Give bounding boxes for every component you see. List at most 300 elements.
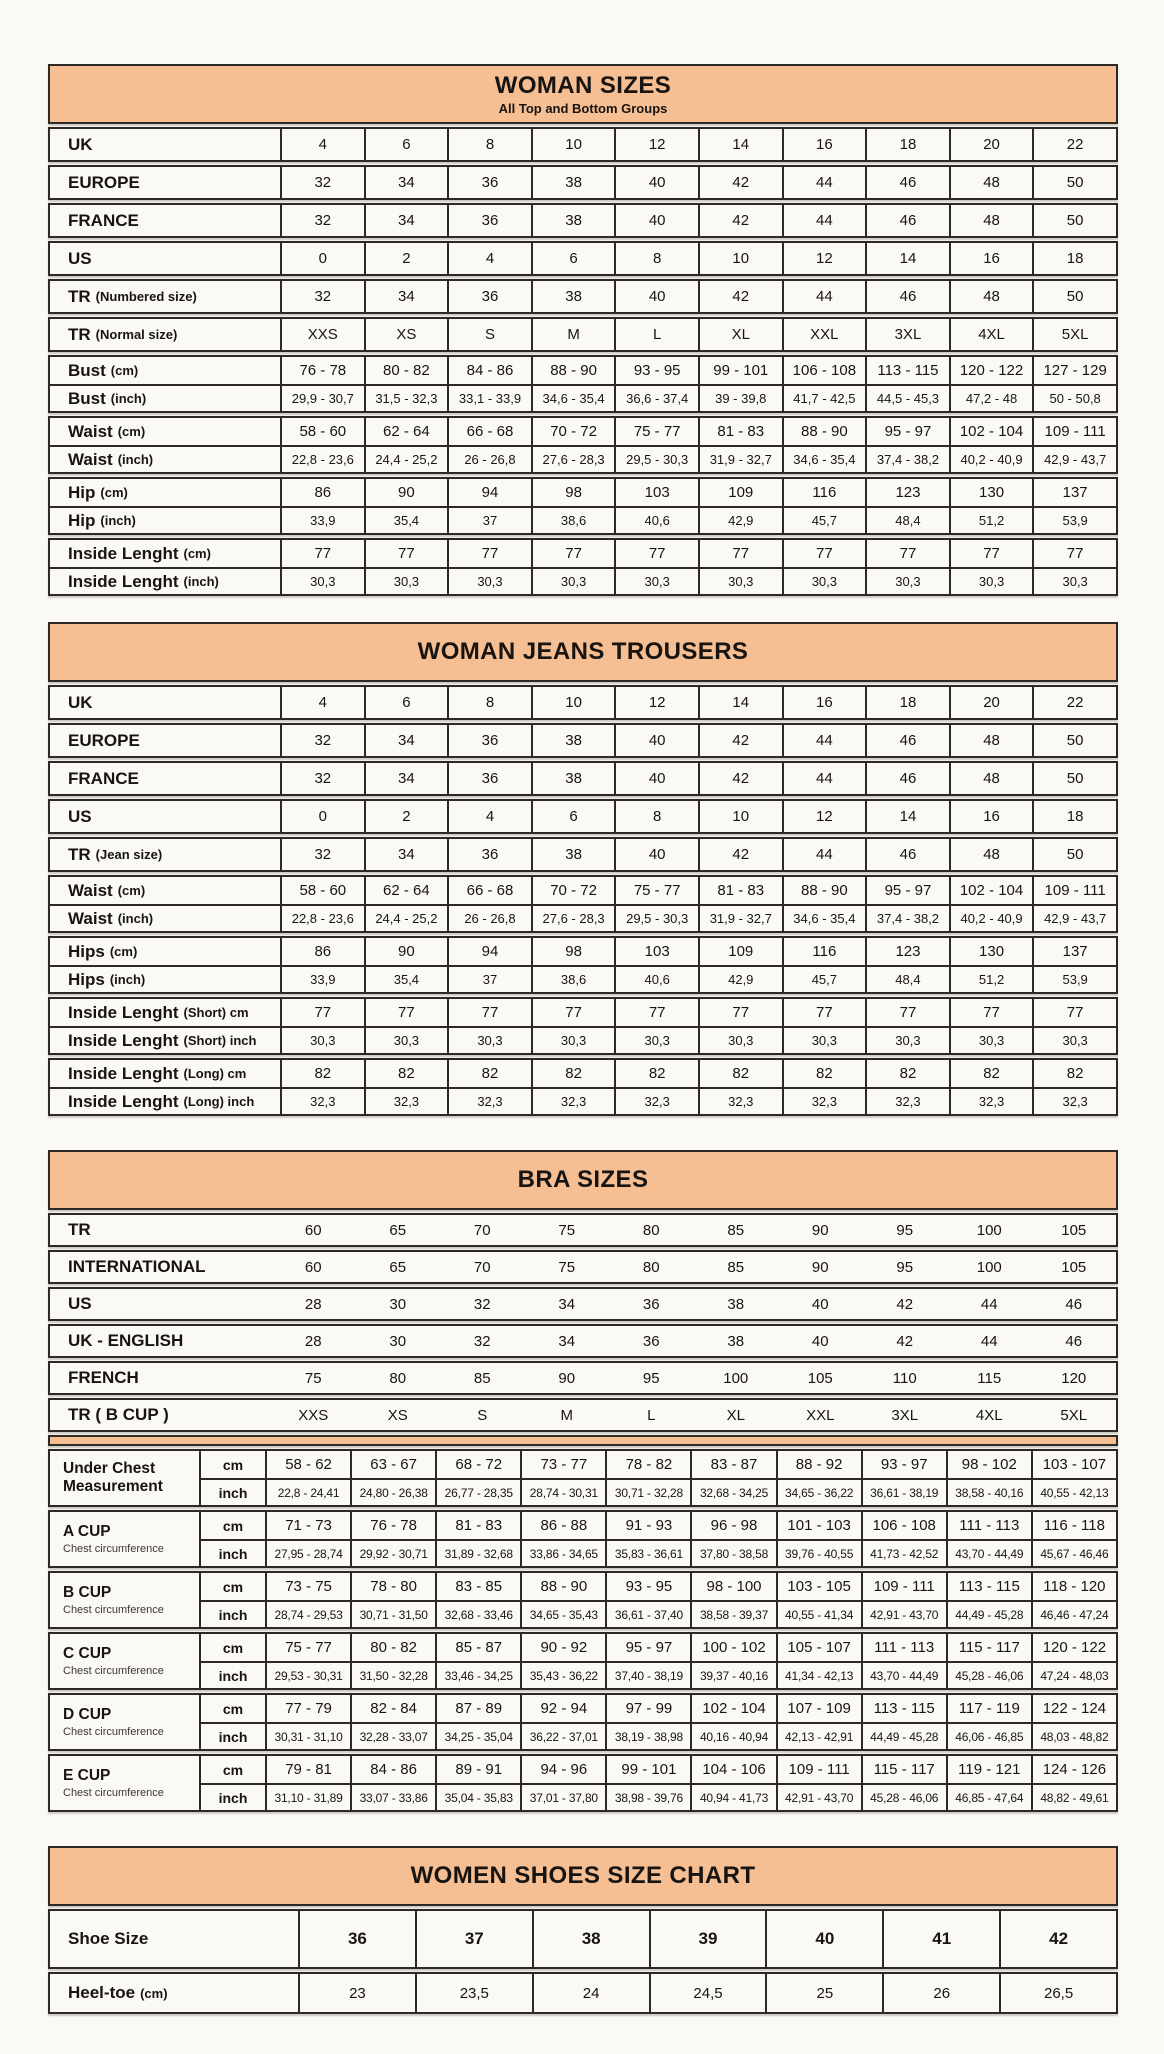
size-cell: 32,68 - 34,25 [690,1480,775,1505]
size-cell: 30,71 - 32,28 [605,1480,690,1505]
size-cell: 80 [642,1221,660,1239]
size-cell: 45,28 - 46,06 [861,1785,946,1810]
cup-label-title: B CUP [63,1584,112,1602]
row-label-text: US [68,806,92,826]
size-cell: 82 [949,1060,1033,1087]
row-label-text: EUROPE [68,730,140,750]
size-cell: 32,3 [447,1089,531,1114]
size-cell: 32 [473,1332,491,1350]
size-cell: 33,9 [310,513,336,528]
size-cell: 32,3 [865,1089,949,1114]
size-cell: 53,9 [1032,967,1116,992]
size-cell: 46,46 - 47,24 [1031,1602,1116,1627]
cup-label-subtitle: Chest circumference [63,1664,164,1677]
size-cell: 27,6 - 28,3 [531,906,615,931]
size-cell: 95 - 97 [865,877,949,904]
size-cell: 82 [865,1060,949,1087]
row-label-text: US [68,1294,92,1313]
size-cell: 77 [614,540,698,567]
row-label [50,1400,271,1430]
size-cell: 34,65 - 36,22 [776,1480,861,1505]
size-cell: 16 [782,129,866,160]
size-cell: 82 - 84 [350,1695,435,1722]
size-cell: XXS [307,326,338,343]
size-cell: 109 - 111 [861,1573,946,1600]
row-group [48,1398,1118,1432]
size-cell: 113 - 115 [861,1695,946,1722]
size-cell: 103 - 107 [1031,1451,1116,1478]
size-cell: 95 [896,1221,914,1239]
size-cell: 109 - 111 [1032,877,1116,904]
row-label [50,1289,271,1319]
size-cell: 38,19 - 38,98 [605,1724,690,1749]
size-cell: 37,80 - 38,58 [690,1541,775,1566]
size-cell: 77 [1032,540,1116,567]
row-label [50,447,282,472]
row-group [48,761,1118,796]
size-cell: 32 [314,732,332,749]
size-cell: 18 [865,129,949,160]
size-cell: 26 [882,1974,999,2012]
size-cell: XXS [298,1406,329,1424]
row-label [50,1060,282,1087]
size-cell: 38 [531,839,615,870]
size-cell: 45,7 [782,967,866,992]
size-cell: 40,6 [614,967,698,992]
row-label [50,1252,271,1282]
size-cell: 84 - 86 [447,357,531,384]
size-cell: 32,3 [949,1089,1033,1114]
unit-cell: cm [201,1756,267,1783]
row-label [50,999,282,1026]
size-cell: 124 - 126 [1031,1756,1116,1783]
table-row [50,567,1116,594]
size-cell: 32 [314,212,332,229]
size-cell: 42,91 - 43,70 [776,1785,861,1810]
row-label-text: Inside Lenght [68,1063,179,1083]
size-cell: 70 [473,1258,491,1276]
measurement-group [48,1754,1118,1812]
cup-label-title: E CUP [63,1767,111,1785]
size-cell: 38 [532,1911,649,1967]
size-cell: 77 [447,540,531,567]
row-label [50,687,282,718]
size-cell: 77 [314,545,332,562]
size-cell: 36,61 - 38,19 [861,1480,946,1505]
size-cell: 30,3 [531,1028,615,1053]
size-cell: 82 [698,1060,782,1087]
size-cell: 98 - 100 [690,1573,775,1600]
size-cell: 46 [865,839,949,870]
table-row [50,877,1116,904]
size-cell: XS [364,319,448,350]
size-cell: 36,61 - 37,40 [605,1602,690,1627]
row-group [48,355,1118,413]
size-cell: 3XL [891,1406,919,1424]
cup-label [50,1451,201,1505]
size-cell: 26,77 - 28,35 [435,1480,520,1505]
unit-cell: cm [201,1634,267,1661]
size-cell: 100 - 102 [690,1634,775,1661]
size-cell: 45,67 - 46,46 [1031,1541,1116,1566]
size-cell: 34,6 - 35,4 [782,906,866,931]
size-cell: 65 [389,1221,407,1239]
row-group [48,936,1118,994]
size-cell: 31,50 - 32,28 [350,1663,435,1688]
size-cell: 48,4 [865,967,949,992]
row-label-unit: (Numbered size) [95,289,197,304]
size-cell: 38 [531,281,615,312]
table-subtitle: All Top and Bottom Groups [498,101,668,116]
row-group [48,1250,1118,1284]
size-cell: 42 [698,839,782,870]
measurement-rows [201,1573,1116,1627]
size-cell: 35,83 - 36,61 [605,1541,690,1566]
row-group [48,685,1118,720]
size-cell: 48 [949,763,1033,794]
size-cell: 30,3 [865,569,949,594]
size-cell: 14 [698,687,782,718]
size-cell: 31,89 - 32,68 [435,1541,520,1566]
size-cell: 137 [1032,938,1116,965]
size-cell: 41,34 - 42,13 [776,1663,861,1688]
size-cell: 30,3 [614,1028,698,1053]
size-cell: 119 - 121 [946,1756,1031,1783]
size-cell: 109 - 111 [1032,418,1116,445]
size-cell: 38,98 - 39,76 [605,1785,690,1810]
row-label-text: Hip [68,482,96,502]
row-label [50,1326,271,1356]
unit-cell: inch [201,1724,267,1749]
size-cell: 31,9 - 32,7 [698,906,782,931]
size-cell: 43,70 - 44,49 [861,1663,946,1688]
size-cell: 44,49 - 45,28 [861,1724,946,1749]
size-cell: 77 [865,540,949,567]
size-cell: 48 [949,167,1033,198]
size-cell: M [560,1406,573,1424]
row-label [50,763,282,794]
size-cell: 105 [807,1369,833,1387]
table-woman-sizes [48,64,1118,596]
size-cell: 3XL [865,319,949,350]
size-cell: 50 [1032,205,1116,236]
row-label-unit: (Long) inch [183,1094,255,1109]
size-cell: 0 [318,250,327,267]
size-cell: 30,3 [698,569,782,594]
size-cell: 8 [614,243,698,274]
size-cell: 100 [976,1258,1002,1276]
size-cell: 44 [782,205,866,236]
size-cell: 107 - 109 [776,1695,861,1722]
size-cell: 42,13 - 42,91 [776,1724,861,1749]
size-cell: 29,5 - 30,3 [614,447,698,472]
cup-label [50,1634,201,1688]
row-label-unit: (inch) [183,574,219,589]
size-cell: 103 - 105 [776,1573,861,1600]
size-cell: 42 [698,763,782,794]
size-cell: 40,55 - 41,34 [776,1602,861,1627]
size-cell: 81 - 83 [698,418,782,445]
measurement-rows [201,1634,1116,1688]
size-cell: 46 [1065,1295,1083,1313]
size-cell: 62 - 64 [364,877,448,904]
size-cell: 38,58 - 39,37 [690,1602,775,1627]
table-row [50,205,1116,236]
size-cell: 90 - 92 [520,1634,605,1661]
size-cell: 30,3 [364,1028,448,1053]
size-cell: 4XL [975,1406,1003,1424]
measurement-group [48,1693,1118,1751]
size-cell: 37,01 - 37,80 [520,1785,605,1810]
size-cell: 50 [1032,839,1116,870]
table-row [50,445,1116,472]
size-cell: 82 [314,1065,332,1082]
size-cell: 36 [447,281,531,312]
size-cell: 24 [532,1974,649,2012]
size-cell: 0 [318,808,327,825]
table-woman-jeans-trousers [48,622,1118,1116]
cup-label-title: Under Chest Measurement [63,1459,163,1495]
size-cell: XXL [806,1406,835,1424]
size-cell: 82 [531,1060,615,1087]
row-label-text: TR [68,324,91,344]
unit-cell: inch [201,1602,267,1627]
table-row [50,1363,1116,1393]
size-cell: 68 - 72 [435,1451,520,1478]
size-cell: 75 [558,1258,576,1276]
row-label-unit: (Jean size) [95,847,163,862]
row-label [50,877,282,904]
size-cell: 75 - 77 [614,418,698,445]
size-cell: 38,6 [531,508,615,533]
size-cell: 16 [782,687,866,718]
row-group [48,1909,1118,1969]
row-label [50,1974,300,2012]
size-cell: 34 [364,725,448,756]
size-cell: 88 - 90 [531,357,615,384]
size-cell: 98 [531,479,615,506]
size-cell: 77 [1032,999,1116,1026]
size-cell: 18 [1032,243,1116,274]
row-label [50,508,282,533]
size-cell: 33,9 [310,972,336,987]
size-cell: 32 [473,1295,491,1313]
row-label-text: INTERNATIONAL [68,1257,206,1276]
size-cell: 120 [1061,1369,1087,1387]
size-cell: 30,3 [1032,569,1116,594]
size-cell: 44 [782,839,866,870]
size-cell: 22,8 - 24,41 [277,1485,340,1500]
size-cell: 41,7 - 42,5 [782,386,866,411]
cup-label [50,1695,201,1749]
size-cell: L [647,1406,656,1424]
size-cell: 33,46 - 34,25 [435,1663,520,1688]
size-cell: 48 [949,281,1033,312]
size-cell: 91 - 93 [605,1512,690,1539]
row-label [50,540,282,567]
size-cell: 117 - 119 [946,1695,1031,1722]
size-cell: 96 - 98 [690,1512,775,1539]
size-cell: 86 - 88 [520,1512,605,1539]
size-cell: 12 [782,243,866,274]
size-cell: 30,3 [1032,1028,1116,1053]
size-cell: 42,9 [698,967,782,992]
row-group [48,477,1118,535]
size-cell: 33,1 - 33,9 [447,386,531,411]
size-cell: 82 [782,1060,866,1087]
size-cell: 41 [882,1911,999,1967]
row-label-text: Waist [68,880,113,900]
size-cell: 24,5 [649,1974,766,2012]
size-cell: 101 - 103 [776,1512,861,1539]
size-cell: 53,9 [1032,508,1116,533]
size-cell: 120 - 122 [1031,1634,1116,1661]
table-row [50,965,1116,992]
size-cell: 70 - 72 [531,418,615,445]
size-cell: 32,3 [614,1089,698,1114]
size-cell: 123 [865,479,949,506]
table-row [50,129,1116,160]
size-cell: XL [726,1406,745,1424]
size-cell: 37 [415,1911,532,1967]
size-cell: 23,5 [415,1974,532,2012]
row-label [50,1911,300,1967]
size-cell: 40 [614,167,698,198]
size-cell: M [531,319,615,350]
size-cell: 115 - 117 [946,1634,1031,1661]
size-cell: 106 - 108 [782,357,866,384]
size-cell: 38 [531,763,615,794]
row-label-text: Hip [68,510,96,530]
size-cell: 106 - 108 [861,1512,946,1539]
size-cell: 90 [558,1369,576,1387]
row-label-unit: (inch) [109,972,146,987]
size-cell: 14 [865,801,949,832]
size-cell: 28,74 - 30,31 [520,1480,605,1505]
row-label [50,319,282,350]
size-cell: 81 - 83 [698,877,782,904]
cup-label [50,1573,201,1627]
size-cell: 105 - 107 [776,1634,861,1661]
row-label-text: US [68,248,92,268]
size-cell: 116 [782,479,866,506]
size-cell: 18 [1032,801,1116,832]
table-women-shoes [48,1846,1118,2014]
row-group [48,165,1118,200]
size-cell: 94 - 96 [520,1756,605,1783]
row-label-text: UK - ENGLISH [68,1331,184,1350]
unit-cell: inch [201,1663,267,1688]
row-label-text: EUROPE [68,172,140,192]
size-cell: 50 [1032,167,1116,198]
size-cell: 78 - 82 [605,1451,690,1478]
size-cell: 137 [1032,479,1116,506]
size-cell: 30,3 [865,1028,949,1053]
measurement-rows [201,1695,1116,1749]
size-cell: 87 - 89 [435,1695,520,1722]
size-cell: 44,49 - 45,28 [946,1602,1031,1627]
table-row [50,1289,1116,1319]
size-cell: 70 - 72 [531,877,615,904]
size-cell: 98 [531,938,615,965]
size-cell: 48,03 - 48,82 [1031,1724,1116,1749]
table-row [201,1451,1116,1478]
unit-cell: inch [201,1480,267,1505]
size-cell: 82 [447,1060,531,1087]
size-cell: 22 [1032,687,1116,718]
table-row [50,281,1116,312]
row-group [48,127,1118,162]
size-cell: XL [698,319,782,350]
size-cell: 33,07 - 33,86 [350,1785,435,1810]
size-cell: 38 [531,725,615,756]
size-cell: 80 - 82 [364,357,448,384]
size-cell: 44 [782,763,866,794]
cup-label-title: C CUP [63,1645,112,1663]
size-cell: 63 - 67 [350,1451,435,1478]
size-cell: 34,65 - 35,43 [520,1602,605,1627]
size-cell: 16 [949,801,1033,832]
size-cell: 93 - 95 [614,357,698,384]
size-cell: 35,04 - 35,83 [435,1785,520,1810]
row-label [50,357,282,384]
size-cell: 77 [531,999,615,1026]
size-cell: 40 [614,725,698,756]
size-cell: 38,6 [531,967,615,992]
table-row [201,1722,1116,1749]
row-group [48,279,1118,314]
table-row [50,1326,1116,1356]
size-cell: 86 [314,484,332,501]
table-row [201,1661,1116,1688]
size-cell: 18 [865,687,949,718]
size-cell: 120 - 122 [949,357,1033,384]
size-cell: 40 [614,763,698,794]
size-cell: 130 [949,938,1033,965]
size-cell: 99 - 101 [605,1756,690,1783]
size-cell: 93 - 97 [861,1451,946,1478]
row-group [48,723,1118,758]
size-cell: 97 - 99 [605,1695,690,1722]
size-cell: 34 [364,281,448,312]
table-header [48,1846,1118,1906]
size-cell: 26,5 [999,1974,1116,2012]
size-cell: 30,3 [447,569,531,594]
size-cell: 27,6 - 28,3 [531,447,615,472]
size-cell: 35,4 [364,967,448,992]
size-cell: 115 - 117 [861,1756,946,1783]
size-cell: 2 [364,243,448,274]
table-row [201,1600,1116,1627]
size-cell: 34 [558,1295,576,1313]
size-cell: 24,4 - 25,2 [364,906,448,931]
row-label-text: Shoe Size [68,1929,149,1948]
table-row [50,167,1116,198]
row-label [50,386,282,411]
table-row [201,1695,1116,1722]
measurement-group [48,1632,1118,1690]
row-label-unit: (Short) cm [183,1005,249,1020]
size-cell: 39 - 39,8 [698,386,782,411]
size-cell: XS [387,1406,408,1424]
size-cell: 4 [447,243,531,274]
row-label [50,1028,282,1053]
size-cell: 38 [531,167,615,198]
size-cell: 44 [980,1332,998,1350]
size-cell: 95 - 97 [605,1634,690,1661]
size-cell: 42 [698,205,782,236]
size-cell: 30,3 [447,1028,531,1053]
